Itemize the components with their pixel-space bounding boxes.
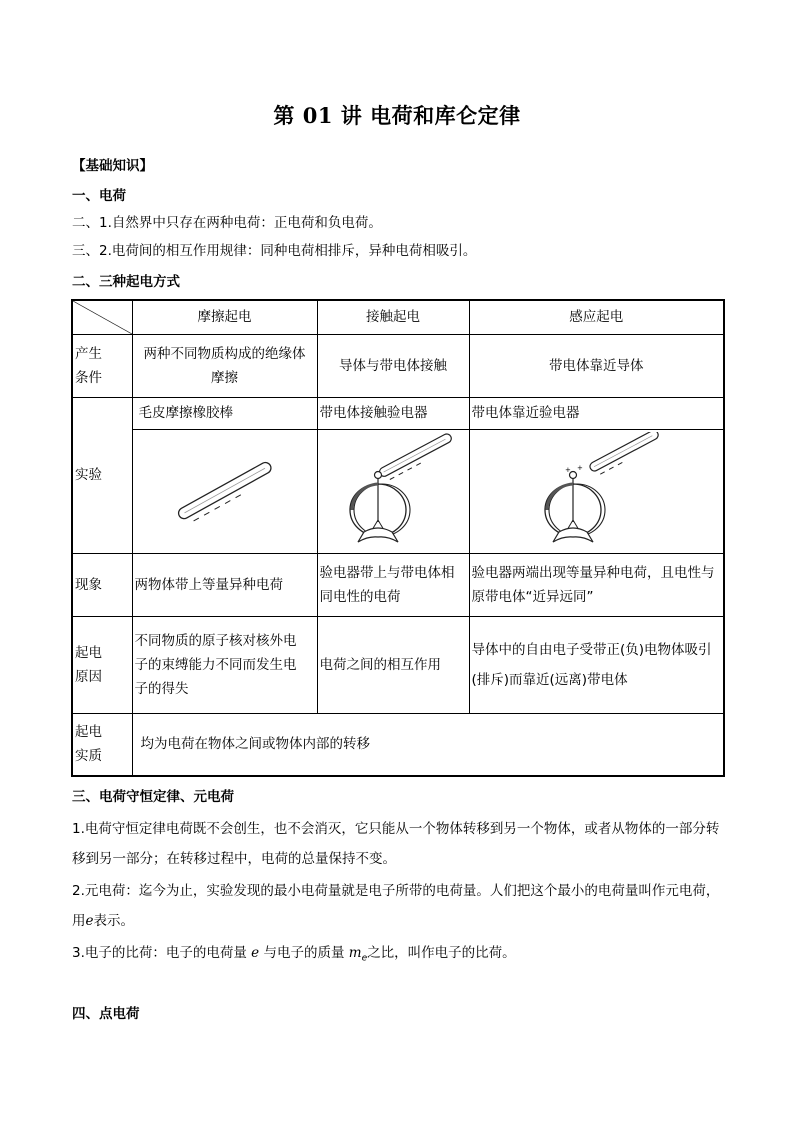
header-friction: 摩擦起电: [132, 300, 317, 334]
svg-text:+: +: [577, 464, 584, 472]
symbol-m: m: [348, 945, 362, 961]
table-row-experiment: [72, 397, 724, 429]
experiment-contact: 带电体接触验电器: [317, 397, 469, 429]
experiment-induction: 带电体靠近验电器: [469, 397, 724, 429]
cause-induction: [469, 616, 724, 713]
condition-induction: 带电体靠近导体: [469, 334, 724, 397]
label-line: 起电: [75, 724, 102, 741]
heading-charge-conservation: 三、电荷守恒定律、元电荷: [72, 789, 234, 805]
cell-line: 摩擦: [211, 369, 238, 386]
cell-line: 子的束缚能力不同而发生电: [134, 656, 297, 673]
paragraph-specific-charge: [72, 938, 724, 974]
header-induction: 感应起电: [469, 300, 724, 334]
symbol-e: e: [251, 945, 260, 961]
cell-line: 子的得失: [134, 680, 189, 697]
row-label-cause: [72, 616, 132, 713]
charge-item-2: 三、2.电荷间的相互作用规律：同种电荷相排斥，异种电荷相吸引。: [72, 243, 477, 259]
label-line: 实质: [75, 748, 102, 765]
header-contact: 接触起电: [317, 300, 469, 334]
label-line: 产生: [75, 345, 102, 362]
row-label-essence: [72, 713, 132, 776]
diagonal-header-cell: [72, 300, 132, 334]
heading-electrification-methods: 二、三种起电方式: [72, 274, 180, 290]
electroscope-induction-icon: [531, 432, 661, 550]
electroscope-contact-icon: [328, 432, 458, 550]
text-run: 2.元电荷：迄今为止，实验发现的最小电荷量就是电子所带的电荷量。人们把这个最小的电荷量叫作元电荷，用: [72, 883, 720, 929]
label-line: 原因: [75, 668, 102, 685]
phenomenon-contact: [317, 553, 469, 616]
row-label-phenomenon: 现象: [72, 553, 132, 616]
text-run: 与电子的质量: [259, 945, 349, 961]
induction-electroscope-illustration: [469, 429, 724, 553]
condition-friction: [132, 334, 317, 397]
section-basic-knowledge: 【基础知识】: [72, 158, 153, 174]
experiment-friction: 毛皮摩擦橡胶棒: [132, 397, 317, 429]
table-row-phenomenon: [72, 553, 724, 616]
cell-line: 验电器两端出现等量异种电荷，且电性与: [471, 564, 715, 581]
phenomenon-friction: 两物体带上等量异种电荷: [132, 553, 317, 616]
paragraph-conservation: 1.电荷守恒定律电荷既不会创生，也不会消灭，它只能从一个物体转移到另一个物体，或者从物体的一部分转移到另一部分；在转移过程中，电荷的总量保持不变。: [72, 821, 720, 867]
cell-line: 同电性的电荷: [319, 588, 401, 605]
text-run: 3.电子的比荷：电子的电荷量: [72, 945, 252, 961]
text-run: 之比，叫作电子的比荷。: [367, 945, 516, 961]
cause-contact: 电荷之间的相互作用: [317, 616, 469, 713]
symbol-e: e: [85, 913, 94, 929]
table-header-row: [72, 300, 724, 334]
table-row-cause: [72, 616, 724, 713]
condition-contact: 导体与带电体接触: [317, 334, 469, 397]
essence-text: 均为电荷在物体之间或物体内部的转移: [132, 713, 724, 776]
cell-line: 验电器带上与带电体相: [319, 564, 455, 581]
charge-item-1: 二、1.自然界中只存在两种电荷：正电荷和负电荷。: [72, 215, 382, 231]
rubber-rod-icon: [165, 451, 285, 531]
phenomenon-induction: [469, 553, 724, 616]
label-line: 条件: [75, 369, 102, 386]
text-run: 表示。: [93, 913, 134, 929]
cell-line: (排斥)而靠近(远离)带电体: [471, 671, 628, 688]
cell-line: 原带电体“近异远同”: [471, 588, 594, 605]
row-label-experiment: 实验: [72, 397, 132, 553]
label-line: 起电: [75, 644, 102, 661]
table-row-experiment-images: [72, 429, 724, 553]
cell-line: 两种不同物质构成的绝缘体: [143, 345, 306, 362]
friction-rod-illustration: [132, 429, 317, 553]
heading-charge: 一、电荷: [72, 188, 126, 204]
cell-line: 不同物质的原子核对核外电: [134, 632, 297, 649]
subscript-e: e: [361, 953, 368, 964]
table-row-condition: [72, 334, 724, 397]
electrification-table: [71, 299, 725, 777]
svg-text:+: +: [565, 466, 572, 474]
heading-point-charge: 四、点电荷: [72, 1006, 140, 1022]
table-row-essence: [72, 713, 724, 776]
cause-friction: [132, 616, 317, 713]
paragraph-elementary-charge: [72, 876, 724, 936]
contact-electroscope-illustration: [317, 429, 469, 553]
row-label-condition: [72, 334, 132, 397]
cell-line: 导体中的自由电子受带正(负)电物体吸引: [471, 641, 712, 658]
page-title: 第 01 讲 电荷和库仑定律: [273, 103, 521, 128]
